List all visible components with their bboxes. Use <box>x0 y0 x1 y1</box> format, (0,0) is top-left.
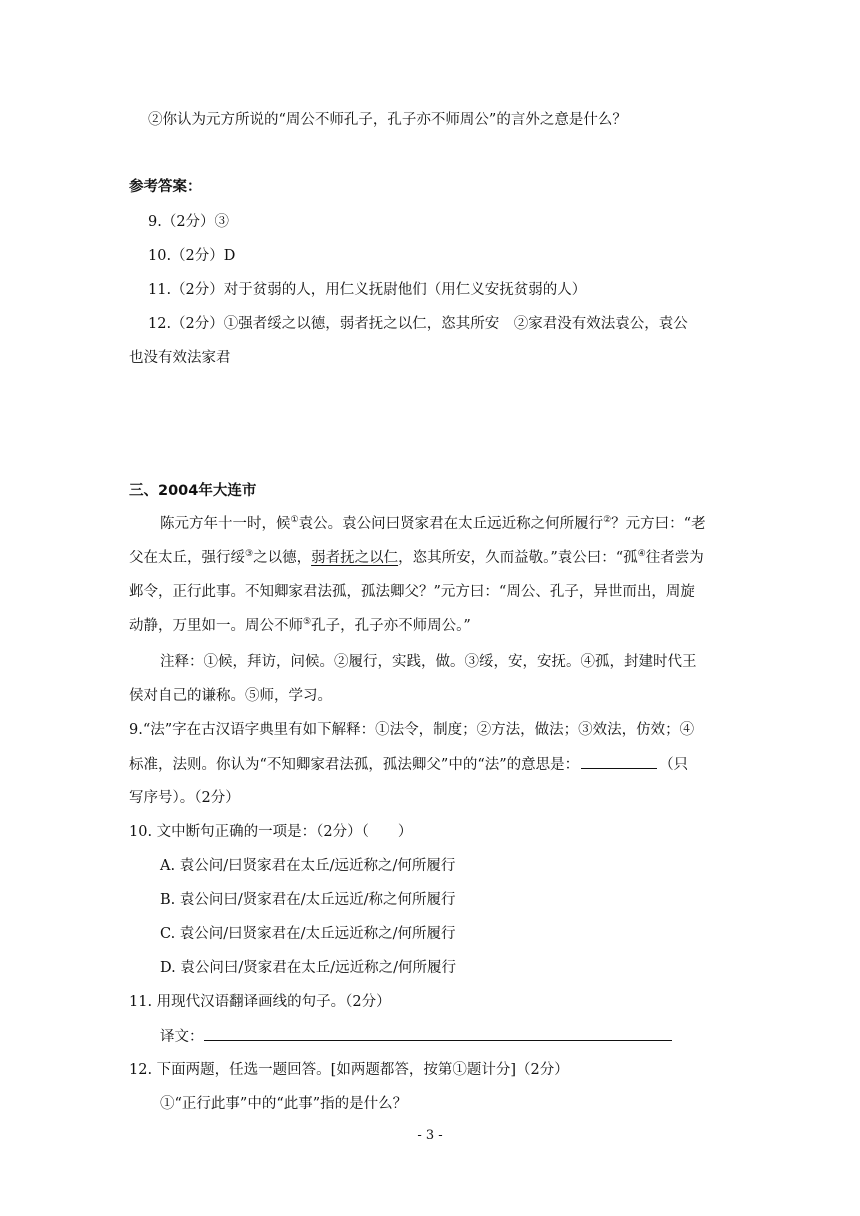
footnote-marker: ④ <box>637 549 646 560</box>
passage-text: ，恣其所安，久而益敬。”袁公曰：“孤 <box>398 550 638 566</box>
question-10: 10. 文中断句正确的一项是：（2分）（ ） <box>129 824 413 840</box>
question-9-line-2 <box>129 754 688 775</box>
passage-text: 陈元方年十一时，候 <box>160 516 291 532</box>
question-text: 标准，法则。你认为“不知卿家君法孤，孤法卿父”中的“法”的意思是： <box>129 757 580 773</box>
passage-text: 孔子，孔子亦不师周公。” <box>311 618 471 634</box>
notes-line-2: 侯对自己的谦称。⑤师，学习。 <box>129 688 332 704</box>
translation-label: 译文： <box>160 1029 204 1045</box>
question-9-line-3: 写序号）。（2分） <box>129 790 240 806</box>
passage-text: 动静，万里如一。周公不师 <box>129 618 303 634</box>
passage-text: 往者尝为 <box>645 550 704 566</box>
answer-9: 9.（2分）③ <box>148 214 230 230</box>
translation-line <box>160 1026 672 1047</box>
question-9-line-1: 9.“法”字在古汉语字典里有如下解释：①法令，制度；②方法，做法；③效法，仿效；④ <box>129 722 695 738</box>
passage-line-1 <box>160 514 706 534</box>
answer-11: 11.（2分）对于贫弱的人，用仁义抚尉他们（用仁义安抚贫弱的人） <box>148 282 587 298</box>
passage-line-2 <box>129 548 704 568</box>
passage-text: 之以德， <box>253 550 312 566</box>
footnote-marker: ② <box>603 515 612 526</box>
underlined-sentence: 弱者抚之以仁 <box>311 550 399 566</box>
question-12-part-1: ①“正行此事”中的“此事”指的是什么？ <box>160 1096 408 1112</box>
passage-line-4 <box>129 616 471 636</box>
page-number: - 3 - <box>417 1128 443 1143</box>
option-b: B. 袁公问曰/贤家君在/太丘远近/称之何所履行 <box>160 892 456 908</box>
section-heading: 三、2004年大连市 <box>129 483 257 499</box>
option-c: C. 袁公问/曰贤家君在/太丘远近称之/何所履行 <box>160 926 456 942</box>
footnote-marker: ③ <box>245 549 254 560</box>
question-11: 11. 用现代汉语翻译画线的句子。（2分） <box>129 994 391 1010</box>
footnote-marker: ① <box>290 515 299 526</box>
footnote-marker: ⑤ <box>303 617 312 628</box>
notes-line-1: 注释：①候，拜访，问候。②履行，实践，做。③绥，安，安抚。④孤，封建时代王 <box>160 654 697 670</box>
passage-line-3: 邺令，正行此事。不知卿家君法孤，孤法卿父？”元方曰：“周公、孔子，异世而出，周旋 <box>129 584 695 600</box>
answer-12-line-1: 12.（2分）①强者绥之以德，弱者抚之以仁，恣其所安 ②家君没有效法袁公，袁公 <box>148 316 688 332</box>
question-12-part-2: ②你认为元方所说的“周公不师孔子，孔子亦不师周公”的言外之意是什么？ <box>148 112 627 128</box>
answer-12-line-2: 也没有效法家君 <box>129 350 231 366</box>
passage-text: 父在太丘，强行绥 <box>129 550 245 566</box>
question-12: 12. 下面两题，任选一题回答。[如两题都答，按第①题计分]（2分） <box>129 1062 569 1078</box>
question-text: （只 <box>659 757 689 773</box>
option-a: A. 袁公问/曰贤家君在太丘/远近称之/何所履行 <box>160 858 456 874</box>
answer-blank[interactable] <box>581 754 657 769</box>
passage-text: ？元方曰：“老 <box>611 516 706 532</box>
answer-10: 10.（2分）D <box>148 248 236 264</box>
passage-text: 袁公。袁公问曰贤家君在太丘远近称之何所履行 <box>298 516 604 532</box>
translation-answer-line[interactable] <box>204 1026 672 1041</box>
answer-heading: 参考答案： <box>129 179 202 195</box>
option-d: D. 袁公问曰/贤家君在太丘/远近称之/何所履行 <box>160 960 456 976</box>
